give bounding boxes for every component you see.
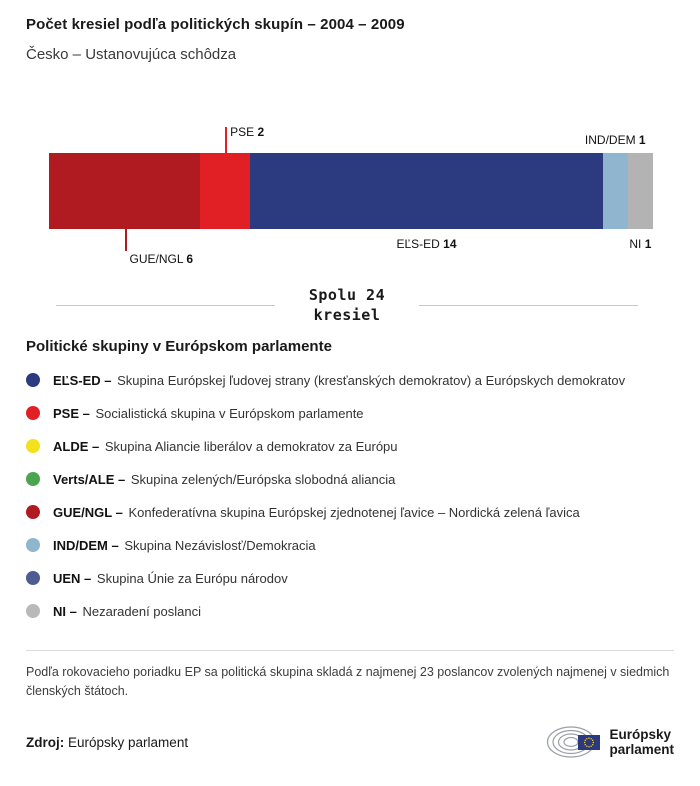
bar-labels-below: GUE/NGL 6 EĽS-ED 14 NI 1: [49, 229, 653, 271]
legend-item-gue-ngl: GUE/NGL – Konfederatívna skupina Európskej zjednotenej ľavice – Nordická zelená ľavica: [26, 496, 674, 529]
bar-segment-e-s-ed: [250, 153, 602, 229]
seat-distribution-chart: [49, 123, 653, 271]
legend-item-uen: UEN – Skupina Únie za Európu národov: [26, 562, 674, 595]
seat-bar: [49, 153, 653, 229]
legend-swatch-alde: [26, 439, 40, 453]
divider-line-right: [419, 305, 638, 306]
chart-subtitle: Česko – Ustanovujúca schôdza: [26, 46, 237, 63]
legend-item-ni: NI – Nezaradení poslanci: [26, 595, 674, 628]
eu-flag: [578, 735, 600, 750]
total-seats-label: [275, 285, 419, 326]
legend-title: Politické skupiny v Európskom parlamente: [26, 337, 332, 355]
chart-title: Počet kresiel podľa politických skupín – 2004 – 2009: [26, 16, 405, 33]
footnote: Podľa rokovacieho poriadku EP sa politická skupina skladá z najmenej 23 poslancov zvolených najmenej v siedmich členských štátoch.: [26, 664, 670, 698]
footer: [26, 723, 674, 761]
bar-segment-pse: [200, 153, 250, 229]
legend-swatch-pse: [26, 406, 40, 420]
bar-segment-gue-ngl: [49, 153, 200, 229]
bar-segment-ni: [628, 153, 653, 229]
legend: [26, 338, 674, 628]
bar-labels-above: PSE 2 IND/DEM 1: [49, 123, 653, 153]
european-parliament-logo: [546, 723, 674, 761]
legend-item-pse: PSE – Socialistická skupina v Európskom parlamente: [26, 397, 674, 430]
divider-line-left: [56, 305, 275, 306]
legend-item-ind-dem: IND/DEM – Skupina Nezávislosť/Demokracia: [26, 529, 674, 562]
bar-segment-ind-dem: [603, 153, 628, 229]
total-seats: [56, 285, 638, 326]
legend-item-e-s-ed: EĽS-ED – Skupina Európskej ľudovej strany (kresťanských demokratov) a Európskych demokratov: [26, 364, 674, 397]
legend-item-alde: ALDE – Skupina Aliancie liberálov a demokratov za Európu: [26, 430, 674, 463]
legend-swatch-ind-dem: [26, 538, 40, 552]
ep-logo-line1: Európsky: [609, 727, 671, 743]
total-line-2: kresiel: [313, 306, 381, 325]
total-line-1: Spolu 24: [308, 286, 386, 304]
legend-swatch-uen: [26, 571, 40, 585]
source-value: Európsky parlament: [68, 734, 189, 750]
ep-logo-mark: [546, 723, 602, 761]
legend-swatch-verts-ale: [26, 472, 40, 486]
callout-line-gue-ngl: [125, 229, 127, 251]
source-label: Zdroj:: [26, 734, 65, 750]
legend-items: [26, 364, 674, 628]
legend-swatch-e-s-ed: [26, 373, 40, 387]
callout-line-pse: [225, 127, 227, 153]
ep-logo-line2: parlament: [609, 742, 674, 758]
source: [26, 735, 188, 750]
legend-swatch-gue-ngl: [26, 505, 40, 519]
legend-swatch-ni: [26, 604, 40, 618]
ep-logo-text: [609, 727, 674, 757]
legend-item-verts-ale: Verts/ALE – Skupina zelených/Európska slobodná aliancia: [26, 463, 674, 496]
